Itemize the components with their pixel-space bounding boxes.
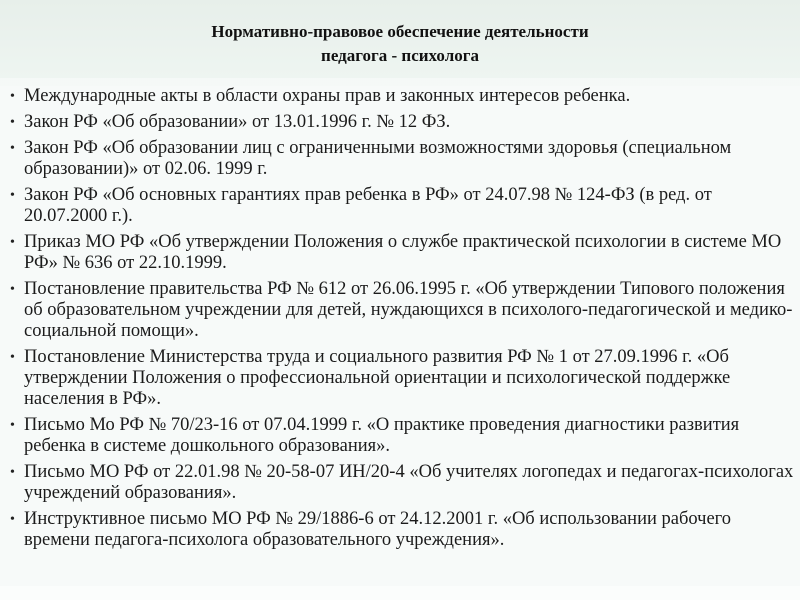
list-item-text: Постановление Министерства труда и социального развития РФ № 1 от 27.09.1996 г. «Об утверждении Положения о профессиональной ориентации и психологической поддержке населения в РФ».	[24, 347, 731, 409]
list-item	[10, 509, 794, 551]
bullet-icon: •	[10, 512, 15, 527]
list-item	[10, 462, 794, 504]
page-title-line-2: педагога - психолога	[321, 46, 479, 65]
content-area	[0, 86, 800, 586]
list-item-text: Закон РФ «Об образовании» от 13.01.1996 г. № 12 ФЗ.	[24, 112, 451, 132]
list-item	[10, 86, 794, 107]
bullet-icon: •	[10, 89, 15, 104]
bullet-icon: •	[10, 465, 15, 480]
list-item-text: Закон РФ «Об образовании лиц с ограниченными возможностями здоровья (специальном образовании)» от 02.06. 1999 г.	[24, 138, 732, 179]
bullet-icon: •	[10, 188, 15, 203]
bullet-icon: •	[10, 282, 15, 297]
list-item-text: Инструктивное письмо МО РФ № 29/1886-6 от 24.12.2001 г. «Об использовании рабочего времени педагога-психолога образовательного учреждения».	[24, 509, 732, 550]
list-item	[10, 232, 794, 274]
list-item	[10, 279, 794, 342]
bullet-icon: •	[10, 141, 15, 156]
list-item	[10, 185, 794, 227]
list-item	[10, 138, 794, 180]
list-item-text: Приказ МО РФ «Об утверждении Положения о службе практической психологии в системе МО РФ» № 636 от 22.10.1999.	[24, 232, 782, 273]
list-item	[10, 112, 794, 133]
list-item-text: Письмо Мо РФ № 70/23-16 от 07.04.1999 г. «О практике проведения диагностики развития ребенка в системе дошкольного образования».	[24, 415, 740, 456]
list-item-text: Международные акты в области охраны прав и законных интересов ребенка.	[24, 86, 631, 106]
list-item-text: Письмо МО РФ от 22.01.98 № 20-58-07 ИН/20-4 «Об учителях логопедах и педагогах-психологах учреждений образования».	[24, 462, 794, 503]
list-item	[10, 415, 794, 457]
bullet-icon: •	[10, 115, 15, 130]
list-item-text: Закон РФ «Об основных гарантиях прав ребенка в РФ» от 24.07.98 № 124-ФЗ (в ред. от 20.07.2000 г.).	[24, 185, 712, 226]
page-title-line-1: Нормативно-правовое обеспечение деятельности	[211, 22, 589, 41]
title-box	[0, 0, 800, 78]
list-item	[10, 347, 794, 410]
list-item-text: Постановление правительства РФ № 612 от 26.06.1995 г. «Об утверждении Типового положения об образовательном учреждении для детей, нуждающихся в психолого-педагогической и медико-социальной помощи».	[24, 279, 793, 341]
document-list	[0, 86, 800, 551]
bullet-icon: •	[10, 418, 15, 433]
bullet-icon: •	[10, 350, 15, 365]
bullet-icon: •	[10, 235, 15, 250]
